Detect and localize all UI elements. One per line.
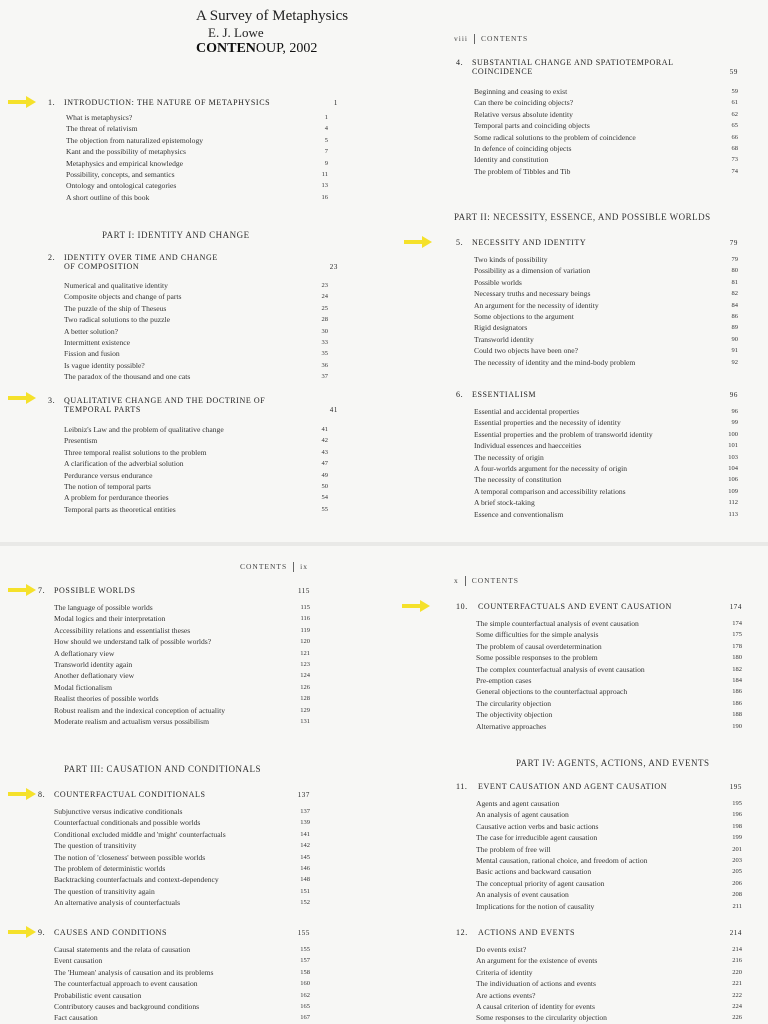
section-row[interactable]: A clarification of the adverbial solution 47 [64,459,328,469]
highlight-arrow-icon [402,600,430,612]
section-row[interactable]: Can there be coinciding objects? 61 [474,98,738,108]
section-row[interactable]: Numerical and qualitative identity 23 [64,281,328,290]
page-header: CONTENTS ix [240,562,309,571]
section-row[interactable]: The language of possible worlds 115 [54,603,310,612]
section-row[interactable]: Metaphysics and empirical knowledge 9 [66,158,328,168]
chapter-12-sections [476,944,742,1024]
section-row[interactable]: Transworld identity 90 [474,334,738,344]
section-row[interactable]: Causative action verbs and basic actions 198 [476,821,742,831]
section-row[interactable]: Individual essences and haecceities 101 [474,441,738,451]
section-row[interactable]: Essential properties and the necessity of identity 99 [474,418,738,428]
chapter-8-sections [54,806,310,909]
section-row[interactable]: In defence of coinciding objects 68 [474,143,738,153]
section-row[interactable]: A brief stock-taking 112 [474,498,738,508]
toc-page-bottom-right [384,546,768,1024]
section-row[interactable]: Kant and the possibility of metaphysics 7 [66,147,328,157]
chapter-8[interactable]: 8. COUNTERFACTUAL CONDITIONALS 137 [38,790,310,799]
section-row[interactable]: Possible worlds 81 [474,277,738,287]
section-row[interactable]: Pre-emption cases 184 [476,675,742,685]
page-header: x CONTENTS [454,576,519,585]
section-row[interactable]: Probabilistic event causation 162 [54,990,310,1000]
section-row[interactable]: Composite objects and change of parts 24 [64,292,328,302]
highlight-arrow-icon [8,926,36,938]
section-row[interactable]: How should we understand talk of possible worlds? 120 [54,637,310,647]
section-row[interactable]: Some difficulties for the simple analysis 175 [476,630,742,640]
section-row[interactable]: The question of transitivity again 151 [54,886,310,896]
section-row[interactable]: Do events exist? 214 [476,945,742,954]
section-row[interactable]: Some responses to the circularity objection 226 [476,1013,742,1023]
section-row[interactable]: Two radical solutions to the puzzle 28 [64,315,328,325]
section-row[interactable]: Conditional excluded middle and 'might' counterfactuals 141 [54,829,310,839]
section-row[interactable]: Transworld identity again 123 [54,659,310,669]
chapter-9-sections [54,944,310,1024]
section-row[interactable]: An alternative analysis of counterfactuals 152 [54,898,310,908]
section-row[interactable]: An argument for the necessity of identity 84 [474,300,738,310]
contents-heading: CONTEN [196,41,256,56]
section-row[interactable]: Alternative approaches 190 [476,721,742,731]
section-row[interactable]: The notion of temporal parts 50 [64,481,328,491]
section-row[interactable]: A temporal comparison and accessibility relations 109 [474,486,738,496]
section-row[interactable]: Could two objects have been one? 91 [474,346,738,356]
section-row[interactable]: Backtracking counterfactuals and context-dependency 148 [54,875,310,885]
section-row[interactable]: Perdurance versus endurance 49 [64,470,328,480]
section-row[interactable]: Accessibility relations and essentialist theses 119 [54,625,310,635]
publisher-note: OUP, 2002 [255,41,318,56]
section-row[interactable]: The problem of deterministic worlds 146 [54,863,310,873]
section-row[interactable]: The puzzle of the ship of Theseus 25 [64,303,328,313]
section-row[interactable]: The objection from naturalized epistemology 5 [66,135,328,145]
highlight-arrow-icon [8,392,36,404]
section-row[interactable]: Relative versus absolute identity 62 [474,109,738,119]
chapter-1[interactable]: 1. INTRODUCTION: THE NATURE OF METAPHYSICS 1 [48,98,338,107]
section-row[interactable]: The individuation of actions and events 221 [476,979,742,989]
section-row[interactable]: The question of transitivity 142 [54,841,310,851]
section-row[interactable]: The necessity of identity and the mind-body problem 92 [474,357,738,367]
handwritten-title-note [196,8,384,57]
section-row[interactable]: The counterfactual approach to event causation 160 [54,979,310,989]
section-row[interactable]: An argument for the existence of events 216 [476,956,742,966]
section-row[interactable]: The circularity objection 186 [476,698,742,708]
section-row[interactable]: The problem of Tibbles and Tib 74 [474,166,738,176]
part-heading: PART III: CAUSATION AND CONDITIONALS [64,764,261,774]
section-row[interactable]: Intermittent existence 33 [64,337,328,347]
section-row[interactable]: Ontology and ontological categories 13 [66,181,328,191]
section-row[interactable]: Is vague identity possible? 36 [64,360,328,370]
section-row[interactable]: The necessity of origin 103 [474,452,738,462]
section-row[interactable]: Some objections to the argument 86 [474,311,738,321]
chapter-2-sections [64,280,328,383]
chapter-10[interactable]: 10. COUNTERFACTUALS AND EVENT CAUSATION 174 [456,602,742,611]
section-row[interactable]: A four-worlds argument for the necessity of origin 104 [474,463,738,473]
toc-page-bottom-left [0,546,384,1024]
chapter-5-sections [474,254,738,368]
section-row[interactable]: Modal logics and their interpretation 116 [54,614,310,624]
chapter-1-sections [66,112,328,203]
section-row[interactable]: Causal statements and the relata of causation 155 [54,945,310,954]
section-row[interactable]: The case for irreducible agent causation 199 [476,833,742,843]
chapter-3[interactable]: 3. QUALITATIVE CHANGE AND THE DOCTRINE OF TEMPORAL PARTS 41 [48,396,338,414]
section-row[interactable]: Criteria of identity 220 [476,967,742,977]
chapter-7-sections [54,602,310,727]
chapter-11[interactable]: 11. EVENT CAUSATION AND AGENT CAUSATION 195 [456,782,742,791]
section-row[interactable]: Some radical solutions to the problem of coincidence 66 [474,132,738,142]
book-author: E. J. Lowe [208,25,264,40]
section-row[interactable]: The problem of causal overdetermination 178 [476,641,742,651]
section-row[interactable]: Two kinds of possibility 79 [474,255,738,264]
section-row[interactable]: Event causation 157 [54,956,310,966]
section-row[interactable]: Possibility as a dimension of variation 80 [474,266,738,276]
highlight-arrow-icon [8,788,36,800]
section-row[interactable]: Subjunctive versus indicative conditionals 137 [54,807,310,816]
section-row[interactable]: An analysis of agent causation 196 [476,810,742,820]
section-row[interactable]: A short outline of this book 16 [66,192,328,202]
section-row[interactable]: An analysis of event causation 208 [476,890,742,900]
section-row[interactable]: Moderate realism and actualism versus possibilism 131 [54,716,310,726]
section-row[interactable]: A deflationary view 121 [54,648,310,658]
section-row[interactable]: The simple counterfactual analysis of event causation 174 [476,619,742,628]
chapter-7[interactable]: 7. POSSIBLE WORLDS 115 [38,586,310,595]
toc-page-top-right [384,0,768,542]
section-row[interactable]: The threat of relativism 4 [66,124,328,134]
section-row[interactable]: Contributory causes and background conditions 165 [54,1001,310,1011]
section-row[interactable]: General objections to the counterfactual approach 186 [476,687,742,697]
section-row[interactable]: The notion of 'closeness' between possible worlds 145 [54,852,310,862]
highlight-arrow-icon [8,584,36,596]
section-row[interactable]: Counterfactual conditionals and possible worlds 139 [54,818,310,828]
section-row[interactable]: Mental causation, rational choice, and freedom of action 203 [476,855,742,865]
section-row[interactable]: Basic actions and backward causation 205 [476,867,742,877]
chapter-10-sections [476,618,742,732]
page-header: viii CONTENTS [454,34,529,43]
section-row[interactable]: Necessary truths and necessary beings 82 [474,289,738,299]
section-row[interactable]: The conceptual priority of agent causation 206 [476,878,742,888]
section-row[interactable]: The problem of free will 201 [476,844,742,854]
section-row[interactable]: Temporal parts as theoretical entities 55 [64,504,328,514]
chapter-3-sections [64,424,328,515]
highlight-arrow-icon [404,236,432,248]
section-row[interactable]: Presentism 42 [64,436,328,446]
part-heading: PART I: IDENTITY AND CHANGE [102,230,250,240]
section-row[interactable]: Another deflationary view 124 [54,671,310,681]
chapter-2[interactable]: 2. IDENTITY OVER TIME AND CHANGE OF COMPOSITION 23 [48,253,338,271]
section-row[interactable]: A better solution? 30 [64,326,328,336]
section-row[interactable]: Modal fictionalism 126 [54,682,310,692]
section-row[interactable]: The paradox of the thousand and one cats 37 [64,372,328,382]
part-heading: PART II: NECESSITY, ESSENCE, AND POSSIBLE WORLDS [454,212,711,222]
section-row[interactable]: Identity and constitution 73 [474,155,738,165]
section-row[interactable]: Some possible responses to the problem 180 [476,653,742,663]
section-row[interactable]: Essential properties and the problem of transworld identity 100 [474,429,738,439]
section-row[interactable]: Three temporal realist solutions to the problem 43 [64,447,328,457]
section-row[interactable]: Temporal parts and coinciding objects 65 [474,121,738,131]
section-row[interactable]: Beginning and ceasing to exist 59 [474,87,738,96]
chapter-12[interactable]: 12. ACTIONS AND EVENTS 214 [456,928,742,937]
section-row[interactable]: Essence and conventionalism 113 [474,509,738,519]
section-row[interactable]: What is metaphysics? 1 [66,113,328,122]
section-row[interactable]: The 'Humean' analysis of causation and its problems 158 [54,967,310,977]
chapter-6-sections [474,406,738,520]
section-row[interactable]: A problem for perdurance theories 54 [64,493,328,503]
section-row[interactable]: Rigid designators 89 [474,323,738,333]
section-row[interactable]: The objectivity objection 188 [476,710,742,720]
book-title: A Survey of Metaphysics [196,8,349,24]
highlight-arrow-icon [8,96,36,108]
section-row[interactable]: Fission and fusion 35 [64,349,328,359]
chapter-11-sections [476,798,742,912]
section-row[interactable]: Essential and accidental properties 96 [474,407,738,416]
chapter-5[interactable]: 5. NECESSITY AND IDENTITY 79 [456,238,738,247]
section-row[interactable]: Are actions events? 222 [476,990,742,1000]
part-heading: PART IV: AGENTS, ACTIONS, AND EVENTS [516,758,710,768]
section-row[interactable]: A causal criterion of identity for events 224 [476,1001,742,1011]
chapter-9[interactable]: 9. CAUSES AND CONDITIONS 155 [38,928,310,937]
section-row[interactable]: The necessity of constitution 106 [474,475,738,485]
section-row[interactable]: Realist theories of possible worlds 128 [54,694,310,704]
section-row[interactable]: Possibility, concepts, and semantics 11 [66,169,328,179]
chapter-4-sections [474,86,738,177]
toc-page-top-left [0,0,384,542]
chapter-4[interactable]: 4. SUBSTANTIAL CHANGE AND SPATIOTEMPORAL COINCIDENCE 59 [456,58,738,76]
section-row[interactable]: The complex counterfactual analysis of event causation 182 [476,664,742,674]
section-row[interactable]: Leibniz's Law and the problem of qualitative change 41 [64,425,328,434]
chapter-6[interactable]: 6. ESSENTIALISM 96 [456,390,738,399]
section-row[interactable]: Robust realism and the indexical conception of actuality 129 [54,705,310,715]
section-row[interactable]: Implications for the notion of causality 211 [476,901,742,911]
section-row[interactable]: Agents and agent causation 195 [476,799,742,808]
section-row[interactable]: Fact causation 167 [54,1013,310,1023]
